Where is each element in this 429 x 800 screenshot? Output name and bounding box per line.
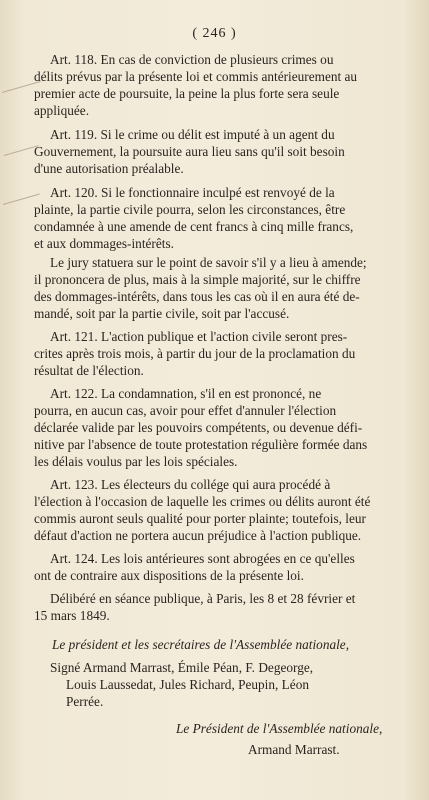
text-line: les délais voulus par les lois spéciales. bbox=[34, 454, 238, 469]
text-line: des dommages-intérêts, dans tous les cas où il en aura été de- bbox=[34, 289, 360, 304]
text-line: Art. 122. La condamnation, s'il en est prononcé, ne bbox=[50, 386, 322, 401]
text-line: appliquée. bbox=[34, 103, 90, 118]
text-line: l'élection à l'occasion de laquelle les crimes ou délits auront été bbox=[34, 494, 371, 509]
text-line: délits prévus par la présente loi et commis antérieurement au bbox=[34, 69, 358, 84]
text-line: d'une autorisation préalable. bbox=[34, 161, 184, 176]
text-line: ont de contraire aux dispositions de la présente loi. bbox=[34, 568, 304, 583]
signature-line: Louis Laussedat, Jules Richard, Peupin, Léon bbox=[66, 677, 309, 692]
signature-heading: Le président et les secrétaires de l'Assemblée nationale, bbox=[52, 637, 350, 652]
text-line: défaut d'action ne portera aucun préjudice à l'action publique. bbox=[34, 528, 362, 543]
text-line: Art. 119. Si le crime ou délit est imputé à un agent du bbox=[50, 127, 335, 142]
text-line: Art. 120. Si le fonctionnaire inculpé est renvoyé de la bbox=[50, 185, 335, 200]
text-line: déclarée valide par les pouvoirs compétents, ou devenue défi- bbox=[34, 420, 363, 435]
text-line: Art. 118. En cas de conviction de plusieurs crimes ou bbox=[50, 52, 334, 67]
text-line: pourra, en aucun cas, avoir pour effet d'annuler l'élection bbox=[34, 403, 337, 418]
text-line: Le jury statuera sur le point de savoir s'il y a lieu à amende; bbox=[50, 255, 367, 270]
text-line: crites après trois mois, à partir du jour de la proclamation du bbox=[34, 346, 356, 361]
text-line: il prononcera de plus, mais à la simple majorité, sur le chiffre bbox=[34, 272, 361, 287]
text-line: et aux dommages-intérêts. bbox=[34, 236, 174, 251]
text-line: commis auront seuls qualité pour porter plainte; toutefois, leur bbox=[34, 511, 366, 526]
text-line: nitive par l'absence de toute protestation régulière formée dans bbox=[34, 437, 368, 452]
president-signature: Armand Marrast. bbox=[248, 742, 340, 757]
text-line: premier acte de poursuite, la peine la plus forte sera seule bbox=[34, 86, 340, 101]
signature-line: Signé Armand Marrast, Émile Péan, F. Degeorge, bbox=[50, 660, 314, 675]
text-line: Art. 124. Les lois antérieures sont abrogées en ce qu'elles bbox=[50, 551, 355, 566]
text-line: Art. 123. Les électeurs du collége qui aura procédé à bbox=[50, 477, 331, 492]
signature-line: Perrée. bbox=[66, 694, 104, 709]
text-line: 15 mars 1849. bbox=[34, 608, 110, 623]
text-line: Gouvernement, la poursuite aura lieu sans qu'il soit besoin bbox=[34, 144, 345, 159]
text-line: plainte, la partie civile pourra, selon les circonstances, être bbox=[34, 202, 346, 217]
text-line: Art. 121. L'action publique et l'action civile seront pres- bbox=[50, 329, 348, 344]
text-line: Délibéré en séance publique, à Paris, les 8 et 28 février et bbox=[50, 591, 356, 606]
text-line: condamnée à une amende de cent francs à cinq mille francs, bbox=[34, 219, 354, 234]
page-number: ( 246 ) bbox=[192, 26, 237, 41]
text-line: résultat de l'élection. bbox=[34, 363, 144, 378]
text-line: mandé, soit par la partie civile, soit par l'accusé. bbox=[34, 306, 290, 321]
president-heading: Le Président de l'Assemblée nationale, bbox=[176, 721, 383, 736]
